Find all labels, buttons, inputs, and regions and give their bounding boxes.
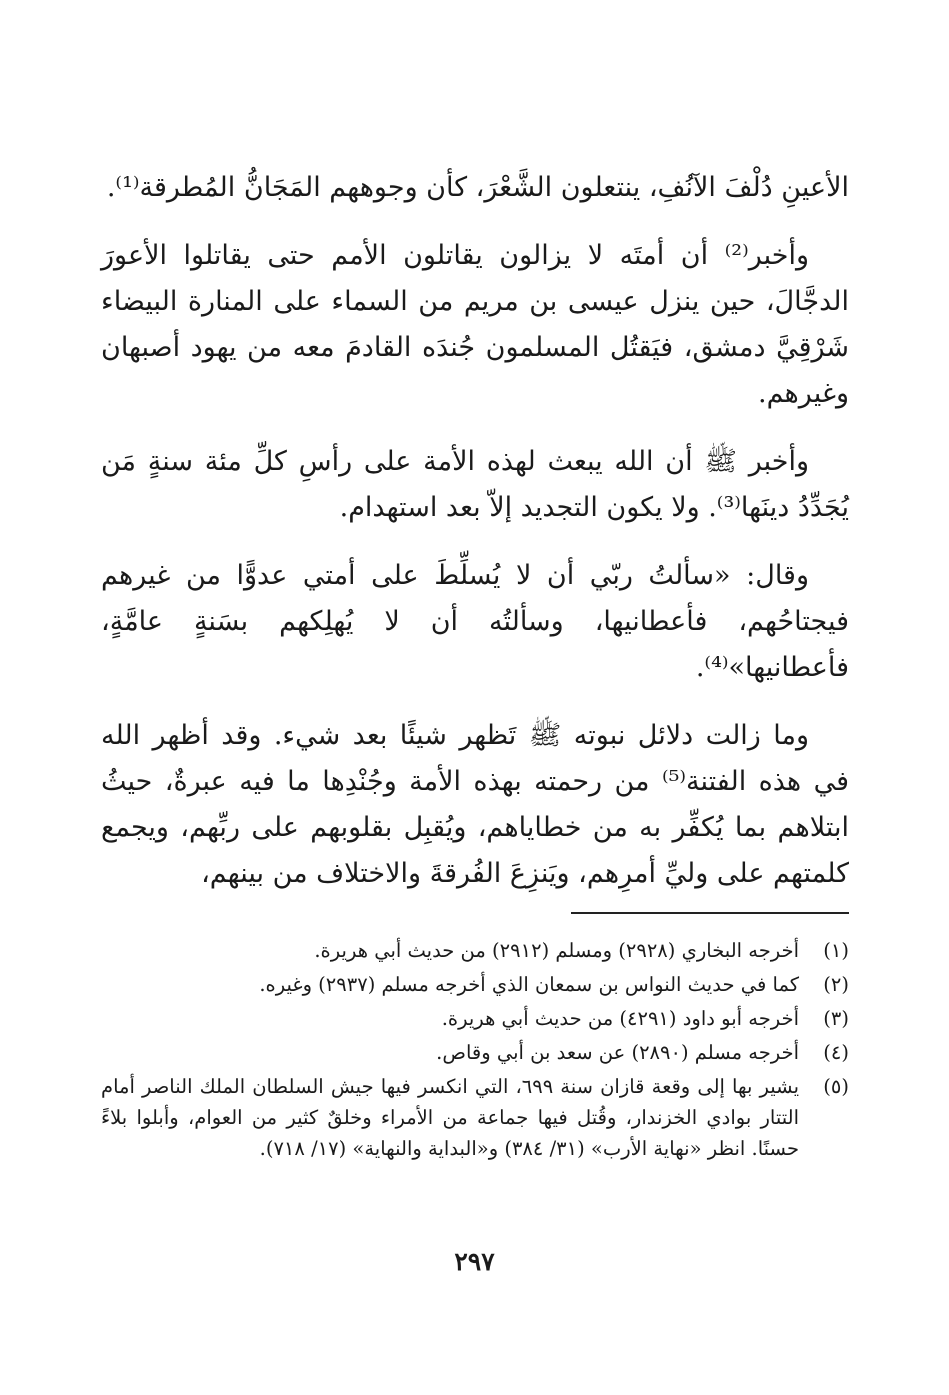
- footnote-4: [101, 1037, 849, 1068]
- footnote-text: كما في حديث النواس بن سمعان الذي أخرجه مسلم (٢٩٣٧) وغيره.: [259, 973, 799, 996]
- footnote-5: [101, 1071, 849, 1164]
- footnote-text: أخرجه أبو داود (٤٢٩١) من حديث أبي هريرة.: [441, 1007, 799, 1030]
- footnote-number: (٤): [823, 1041, 849, 1064]
- footnote-text: يشير بها إلى وقعة قازان سنة ٦٩٩، التي انكسر فيها جيش السلطان الملك الناصر أمام التتار بوادي الخزندار، وقُتل فيها جماعة من الأمراء وخلقٌ كثير من العوام، وأبلوا بلاءً حسنًا. انظر «نهاية الأرب» (٣١/ ٣٨٤) و«البداية والنهاية» (١٧/ ٧١٨).: [101, 1075, 799, 1160]
- footnote-3: [101, 1003, 849, 1034]
- footnote-number: (١): [823, 939, 849, 962]
- footnote-number: (٢): [823, 973, 849, 996]
- paragraph-dajjal: وأخبر⁽²⁾ أن أمتَه لا يزالون يقاتلون الأمم حتى يقاتلوا الأعورَ الدجَّالَ، حين ينزل عيسى بن مريم من السماء على المنارة البيضاء شَرْقِيَّ دمشق، فيَقتُل المسلمون جُندَه القادمَ معه من يهود أصبهان وغيرهم.: [101, 240, 849, 409]
- footnote-number: (٣): [823, 1007, 849, 1030]
- footnote-text: أخرجه مسلم (٢٨٩٠) عن سعد بن أبي وقاص.: [436, 1041, 799, 1064]
- footnote-1: [101, 935, 849, 966]
- paragraph-prayer: وقال: «سألتُ ربّي أن لا يُسلِّطَ على أمتي عدوًّا من غيرهم فيجتاحُهم، فأعطانيها، وسألتُه أن لا يُهلِكهم بسَنةٍ عامَّةٍ، فأعطانيها»⁽⁴⁾.: [101, 560, 849, 683]
- footnote-number: (٥): [823, 1075, 849, 1098]
- footnote-separator: [571, 912, 849, 914]
- footnote-text: أخرجه البخاري (٢٩٢٨) ومسلم (٢٩١٢) من حديث أبي هريرة.: [314, 939, 799, 962]
- paragraph-prophecy-signs: وما زالت دلائل نبوته ﷺ تَظهر شيئًا بعد شيء. وقد أظهر الله في هذه الفتنة⁽⁵⁾ من رحمته بهذه الأمة وجُنْدِها ما فيه عبرةٌ، حيثُ ابتلاهم بما يُكفِّر به من خطاياهم، ويُقبِل بقلوبهم على ربِّهم، ويجمع كلمتهم على وليِّ أمرِهم، ويَنزِعَ الفُرقةَ والاختلاف من بينهم،: [101, 720, 849, 889]
- paragraph-renewal: وأخبر ﷺ أن الله يبعث لهذه الأمة على رأسِ كلِّ مئة سنةٍ مَن يُجَدِّدُ دينَها⁽³⁾. ولا يكون التجديد إلاّ بعد استهدام.: [101, 446, 849, 523]
- page-number: ٢٩٧: [454, 1247, 495, 1276]
- paragraph-continuation: الأعينِ دُلْفَ الآنُفِ، ينتعلون الشَّعْرَ، كأن وجوههم المَجَانُّ المُطرقة⁽¹⁾.: [106, 172, 849, 203]
- main-text: [101, 165, 849, 919]
- footnotes: [101, 935, 849, 1167]
- footnote-2: [101, 969, 849, 1000]
